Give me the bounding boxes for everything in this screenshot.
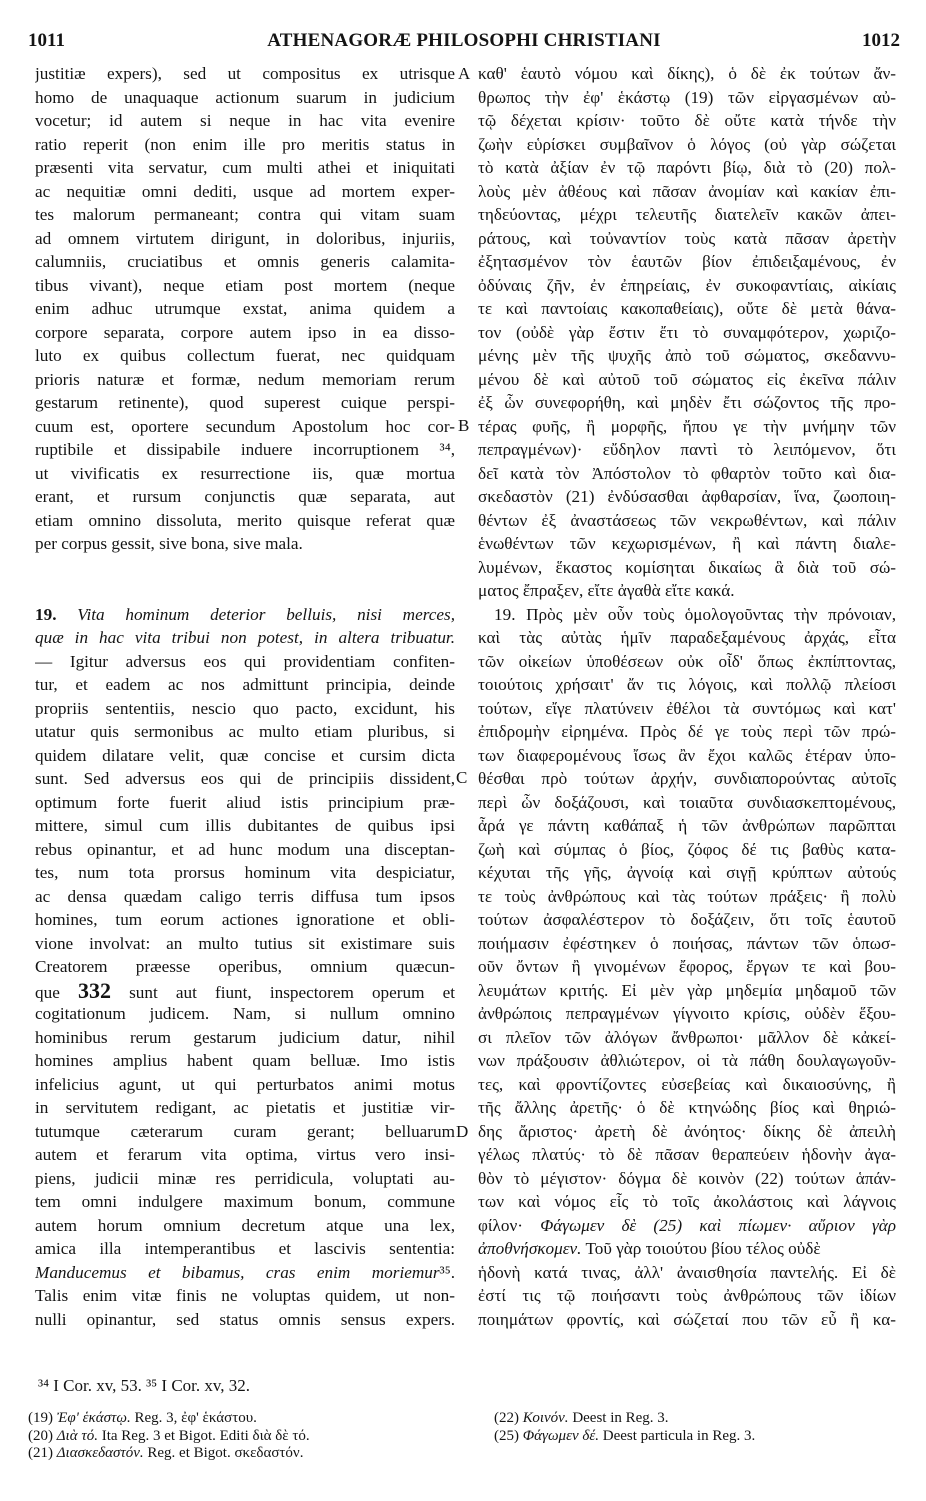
text-line: tur, et eadem ac nos admittunt principia, deinde: [35, 675, 455, 694]
text-line: ut vivificatis ex resurrectione iis, quæ mortua: [35, 463, 455, 483]
footnote-lemma: Φάγωμεν δέ.: [522, 1427, 600, 1444]
footnote-number: (21): [28, 1445, 53, 1461]
text-line: σι πλεῖον τῶν ἀλόγων ἄνθρωποι· μᾶλλον δὲ κἀκεί-: [478, 1027, 896, 1047]
text-line: optimum forte fuerit aliud istis principium præ-: [35, 792, 455, 812]
line-332-post: sunt aut fiunt, inspectorem operum et: [129, 982, 455, 1002]
text-line: utatur quis sermonibus ac multo etiam pluribus, si: [35, 722, 455, 741]
text-line: τοιούτοις χρήσαιτ' ἄν τις λόγοις, καὶ πολλῷ πλείοσι: [478, 675, 896, 694]
margin-letter-a: A: [458, 64, 471, 83]
latin-paragraph-2c: [35, 1284, 455, 1331]
text-line: ζωὴν εὑρίσκει συμβαῖνον ὁ λόγος (οὐ γὰρ σώζεται: [478, 134, 896, 154]
text-line: μένης μὲν τῆς ψυχῆς ἀπὸ τοῦ σώματος, σκεδαννυ-: [478, 346, 896, 365]
footnote-lemma: Κοινόν.: [522, 1410, 569, 1426]
text-line: τες, καὶ φροντίζοντες εὐσεβείας καὶ δικαιοσύνης, ἢ: [478, 1074, 896, 1094]
page-marker-332: 332: [77, 978, 111, 1002]
text-line: καθ' ἑαυτὸ νόμου καὶ δίκης), ὁ δὲ ἐκ τούτων ἄν-: [478, 64, 896, 83]
text-line: θέσθαι πρὸ τούτων ἀρχήν, συνδιαπορούντας αὐτοῖς: [478, 769, 896, 788]
text-line: tibus vivant), neque etiam post mortem (neque: [35, 275, 455, 295]
footnote-text: Deest particula in Reg. 3.: [599, 1427, 756, 1444]
text-line: calumniis, cruciatibus et omnis generis calamita-: [35, 252, 455, 271]
footnote-text: Reg. 3, ἐφ' ἑκάστου.: [130, 1410, 257, 1426]
text-line: πεπραγμένων)· εὔδηλον παντὶ τὸ λειπόμενον, ὅτι: [478, 440, 896, 459]
text-line: νων πράξουσιν ἀθλιώτερον, οἱ τὰ πάθη δουλαγωγοῦν-: [478, 1051, 896, 1070]
greek-line-c0: Τοῦ γὰρ τοιούτου βίου τέλος οὐδὲ: [585, 1239, 821, 1258]
text-line: τὸ κατὰ ἀξίαν ἐν τῷ παρόντι βίῳ, διὰ τὸ (20) πολ-: [478, 158, 896, 177]
greek-phagomen-line: [478, 1214, 896, 1238]
footnote-text: Ita Reg. 3 et Bigot. Editi διὰ δὲ τό.: [97, 1427, 310, 1444]
text-line: ἐξητασμένον τὸν ἑαυτῶν βίον ἐπιδειξαμένους, ἐν: [478, 252, 896, 271]
text-line: justitiæ expers), sed ut compositus ex utrisque: [35, 64, 455, 83]
text-line: καὶ τὰς αὐτὰς ἡμῖν παραδεξαμένους ἀρχάς, εἶτα: [478, 628, 896, 647]
section-title-line-1: Vita hominum deterior belluis, nisi merces,: [77, 604, 455, 624]
text-line: homo de unaquaque actionum suarum in judicium: [35, 87, 455, 107]
text-line: δης ἄριστος· ἀρετὴ δὲ ἀνόητος· δίκης δὲ ἀπειλὴ: [478, 1121, 896, 1141]
text-line: mittere, simul cum illis dubitantes de quibus ipsi: [35, 816, 455, 835]
text-line: τηδεύοντας, μέχρι τελευτῆς διατελεῖν κακῶν ἀπει-: [478, 205, 896, 224]
text-line: τέρας φυῆς, ἢ μορφῆς, ἤπου γε τὴν μνήμην τῶν: [478, 416, 896, 436]
text-line: οῦν ὄντων ἢ γινομένων ἔφορος, ἔργων τε καὶ βου-: [478, 957, 896, 976]
text-line: περὶ ὧν δοξάζουσι, καὶ τοιαῦτα συνδιασκεπτομένους,: [478, 792, 896, 812]
text-line: erant, et rursum conjunctis quæ separata, aut: [35, 487, 455, 506]
text-line: propriis sententiis, nescio quo pacto, excidunt, his: [35, 698, 455, 718]
footnote: [494, 1428, 894, 1446]
text-line: rebus opinantur, et ad hunc modum una disceptan-: [35, 839, 455, 859]
text-line: homines, tum eorum actiones ignoratione et obli-: [35, 910, 455, 929]
text-line: θὸν τὸ μέγιστον· δόγμα δὲ κοινὸν (22) τούτων ἁπάν-: [478, 1168, 896, 1188]
text-line: ματος ἔπραξεν, εἴτε ἀγαθὰ εἴτε κακά.: [478, 581, 735, 600]
text-line: ἡδονὴ κατά τινας, ἀλλ' ἀναισθησία παντελής. Εἰ δὲ: [478, 1262, 896, 1282]
text-line: homines amplius habent quam belluæ. Imo istis: [35, 1051, 455, 1070]
text-line: enim adhuc utrumque exstat, anima quidem a: [35, 299, 455, 318]
greek-paragraph-1: [478, 62, 896, 603]
text-line: ad omnem virtutem dirigunt, in doloribus, injuriis,: [35, 228, 455, 248]
text-line: cuum est, oportere secundum Apostolum hoc cor-: [35, 416, 455, 436]
text-line: Creatorem præesse operibus, omnium quæcun-: [35, 957, 455, 976]
phagomen-quote: Φάγωμεν δὲ (25) καὶ πίωμεν· αὔριον γὰρ: [540, 1215, 896, 1235]
text-line: τούτων, εἴγε πλατύνειν ἐθέλοι τὰ συντόμως καὶ κατ': [478, 698, 896, 718]
latin-manducemus-line: [35, 1261, 455, 1285]
text-line: μένου δὲ καὶ αὐτοῦ τοῦ σώματος εἰς ἐκεῖνα πάλιν: [478, 369, 896, 389]
text-line: λευμάτων κριτής. Εἰ μὲν γὰρ μηδεμία μηδαμοῦ τῶν: [478, 980, 896, 1000]
text-line: ποιήμασιν ἐφέστηκεν ὁ ποιήσας, πάντων τῶν ὁπωσ-: [478, 933, 896, 953]
greek-apothneskomen-line: [478, 1237, 896, 1261]
text-line: ac nequitiæ omni dediti, usque ad mortem exper-: [35, 181, 455, 201]
footnote-lemma: Διασκεδαστόν.: [56, 1445, 144, 1461]
text-line: τῷ δέχεται κρίσιν· τοῦτο δὲ οὔτε κατὰ τήνδε τὴν: [478, 111, 896, 130]
text-line: των καὶ νόμος εἷς τὸ τοῖς ἀκολάστοις καὶ λάγνοις: [478, 1192, 896, 1211]
section-number: 19.: [35, 604, 57, 624]
text-line: vione involvat: an multo tutius sit existimare suis: [35, 933, 455, 953]
text-line: nulli opinantur, sed status omnis sensus expers.: [35, 1309, 455, 1329]
text-line: ἑνωθέντων τῶν κεχωρισμένων, ἢ καὶ πάντη διαλε-: [478, 534, 896, 553]
text-line: ac densa quædam caligo terris diffusa tum ipsos: [35, 886, 455, 906]
footnotes-right: [494, 1410, 894, 1445]
text-line: cogitationum judicem. Nam, si nullum omnino: [35, 1004, 455, 1023]
footnote: [494, 1410, 894, 1428]
footnote-number: (19): [28, 1410, 53, 1426]
text-line: δεῖ κατὰ τὸν Ἀπόστολον τὸ φθαρτὸν τοῦτο καὶ δια-: [478, 463, 896, 483]
footnote: [28, 1445, 458, 1463]
text-line: tem omni indulgere maximum bonum, commune: [35, 1192, 455, 1211]
latin-paragraph-1: [35, 62, 455, 556]
text-line: ράτους, καὶ τοὐναντίον τοὺς κατὰ πᾶσαν ἀρετὴν: [478, 228, 896, 248]
margin-letter-c: C: [456, 768, 468, 787]
footnote-lemma: Διὰ τό.: [56, 1427, 98, 1444]
latin-paragraph-2a: [35, 650, 455, 979]
footnote-lemma: Ἐφ' ἑκάστῳ.: [56, 1410, 131, 1426]
greek-paragraph-2: [478, 603, 896, 1214]
text-line: tes malorum permaneant; contra qui vitam suam: [35, 205, 455, 224]
phagomen-pre: φίλον·: [478, 1215, 523, 1235]
text-line: infelicius agunt, ut qui perturbatos animi motus: [35, 1074, 455, 1094]
text-line: τῆς ἄλλης ἀρετῆς· ὁ δὲ κτηνώδης βίος καὶ θηριώ-: [478, 1098, 896, 1117]
page-number-left: 1011: [28, 30, 65, 51]
margin-letter-b: B: [458, 416, 470, 435]
text-line: ἐπιδρομὴν εἰρημένα. Πρὸς δέ γε τοὺς περὶ τῶν πρώ-: [478, 722, 896, 741]
greek-paragraph-3: [478, 1261, 896, 1332]
apothneskomen-quote: ἀποθνήσκομεν.: [478, 1239, 582, 1258]
text-line: piens, judicii minæ res perridicula, voluptati au-: [35, 1168, 455, 1188]
text-line: Talis enim vitæ finis ne voluptas quidem, ut non-: [35, 1286, 455, 1305]
text-line: 19. Πρὸς μὲν οὖν τοὺς ὁμολογοῦντας τὴν πρόνοιαν,: [494, 604, 896, 624]
latin-paragraph-2b: [35, 1002, 455, 1261]
footnotes-left: [28, 1410, 458, 1463]
text-line: ἐστί τις τῷ ποιήσαντι τοὺς ἀνθρώπους τῶν ἰδίων: [478, 1286, 896, 1305]
text-line: τον (οὐδὲ γὰρ ἔστιν ἔτι τὸ συναμφότερον, χωριζο-: [478, 322, 896, 342]
latin-line-332: [35, 979, 455, 1003]
text-line: ζωὴ καὶ σύμπας ὁ βίος, ζόφος δέ τις βαθὺς κατα-: [478, 839, 896, 859]
text-line: ἐξ ὧν συνεφορήθη, καὶ μηδὲν ἔτι σώζοντος τῆς προ-: [478, 393, 896, 412]
text-line: ποιημάτων φροντίς, καὶ σώζεταί που τῶν εὖ ἢ κα-: [478, 1309, 896, 1329]
running-title: ATHENAGORÆ PHILOSOPHI CHRISTIANI: [267, 30, 661, 51]
bible-references: ³⁴ I Cor. xv, 53. ³⁵ I Cor. xv, 32.: [38, 1376, 251, 1395]
text-line: λυμένων, ἕκαστος κομίσηται δικαίως ἃ διὰ τοῦ σώ-: [478, 557, 896, 577]
manducemus-quote: Manducemus et bibamus, cras enim moriemur: [35, 1262, 440, 1282]
text-line: ἀνθρώποις πεπραγμένων γίγνοιτο κρίσις, οὐδὲν ἕξου-: [478, 1004, 896, 1023]
text-line: τε καὶ παντοίαις κακοπαθείαις), οὔτε δὲ μετὰ θάνα-: [478, 299, 896, 318]
footnote: [28, 1410, 458, 1428]
text-line: σκεδαστὸν (21) ἐνδύσασθαι ἀφθαρσίαν, ἵνα, ζωοποιη-: [478, 487, 896, 506]
text-line: λοὺς μὲν ἀθέους καὶ πᾶσαν ἀνομίαν καὶ κακίαν ἐπι-: [478, 181, 896, 201]
text-line: etiam omnino dissoluta, merito quisque referat quæ: [35, 510, 455, 530]
text-line: sunt. Sed adversus eos qui de principiis dissident,: [35, 769, 455, 788]
text-line: corpore separata, corpore autem ipso in ea disso-: [35, 322, 455, 342]
footnote-text: Deest in Reg. 3.: [568, 1410, 669, 1426]
manducemus-ref: ³⁵.: [439, 1262, 455, 1282]
footnote-number: (20): [28, 1427, 53, 1444]
footnote: [28, 1428, 458, 1446]
text-line: τῶν οἰκείων ὑποθέσεων οὐκ οἶδ' ὅπως ἐκπίπτοντας,: [478, 651, 896, 671]
text-line: — Igitur adversus eos qui providentiam confiten-: [35, 651, 455, 671]
text-line: autem et ferarum vita optima, virtus vero insi-: [35, 1145, 455, 1164]
text-line: κέχυται τῆς γῆς, ἀγνοίᾳ καὶ σιγῇ κρύπτων αὐτούς: [478, 863, 896, 882]
latin-column: [35, 62, 455, 1331]
text-line: præsenti vita servatur, cum multi athei et iniquitati: [35, 158, 455, 177]
running-header: [28, 30, 900, 56]
text-line: ἆρά γε πάντη καθάπαξ ἡ τῶν ἀνθρώπων παρῶπται: [478, 816, 896, 835]
text-line: ὀδύναις ζῆν, ἐν ἐπηρείαις, ἐν συκοφαντίαις, αἰκίαις: [478, 275, 896, 295]
text-line: amica illa intemperantibus et lascivis sententia:: [35, 1239, 455, 1258]
text-line: tes, num tota prorsus hominum vita despiciatur,: [35, 863, 455, 882]
text-line: tutumque cæterarum curam gerant; belluarum: [35, 1121, 455, 1141]
text-line: γέλως πλατύς· τὸ δὲ πᾶσαν θεραπεύειν ἡδονὴν ἀγα-: [478, 1145, 896, 1164]
line-332-pre: que: [35, 982, 60, 1002]
text-line: in servitutem redigant, ac pietatis et justitiæ vir-: [35, 1098, 455, 1117]
greek-column: [478, 62, 896, 1331]
section-title-line-2: quæ in hac vita tribui non potest, in altera tribuatur.: [35, 628, 455, 647]
text-line: ratio reperit (non enim ille pro meritis status in: [35, 134, 455, 154]
text-line: quidem dilatare velit, quæ concise et cursim dicta: [35, 745, 455, 765]
text-line: luto ex quibus collectum fuerat, nec quidquam: [35, 346, 455, 365]
text-line: τούτων ἀσφαλέστερον τὸ δοξάζειν, ὅτι τοῖς ἑαυτοῦ: [478, 910, 896, 929]
page-number-right: 1012: [862, 30, 900, 51]
footnote-text: Reg. et Bigot. σκεδαστόν.: [143, 1445, 304, 1461]
text-line: hominibus rerum gestarum judicium datur, nihil: [35, 1027, 455, 1047]
text-line: των διαφερομένους ἴσως ἂν ἔχοι καλῶς ἑτέραν ὑπο-: [478, 745, 896, 765]
section-heading-latin: [35, 603, 455, 627]
text-line: vocetur; id autem si neque in hac vita evenire: [35, 111, 455, 130]
text-line: τε τοὺς ἀνθρώπους καὶ τὰς τούτων πράξεις· ἢ πολὺ: [478, 886, 896, 906]
text-line: θρωπος τὴν ἐφ' ἑκάστῳ (19) τῶν εἰργασμένων αὐ-: [478, 87, 896, 107]
text-line: autem horum omnium decretum atque una lex,: [35, 1215, 455, 1235]
text-line: ruptibile et dissipabile induere incorruptionem ³⁴,: [35, 440, 455, 459]
footnote-number: (22): [494, 1410, 519, 1426]
text-line: θέντων ἐξ ἀναστάσεως τῶν νεκρωθέντων, καὶ πάλιν: [478, 510, 896, 530]
margin-letter-d: D: [456, 1122, 469, 1141]
footnote-number: (25): [494, 1427, 519, 1444]
text-line: per corpus gessit, sive bona, sive mala.: [35, 534, 303, 553]
text-line: prioris naturæ et formæ, nedum memoriam rerum: [35, 369, 455, 389]
text-line: gestarum retinente), quod superest cuique perspi-: [35, 393, 455, 412]
